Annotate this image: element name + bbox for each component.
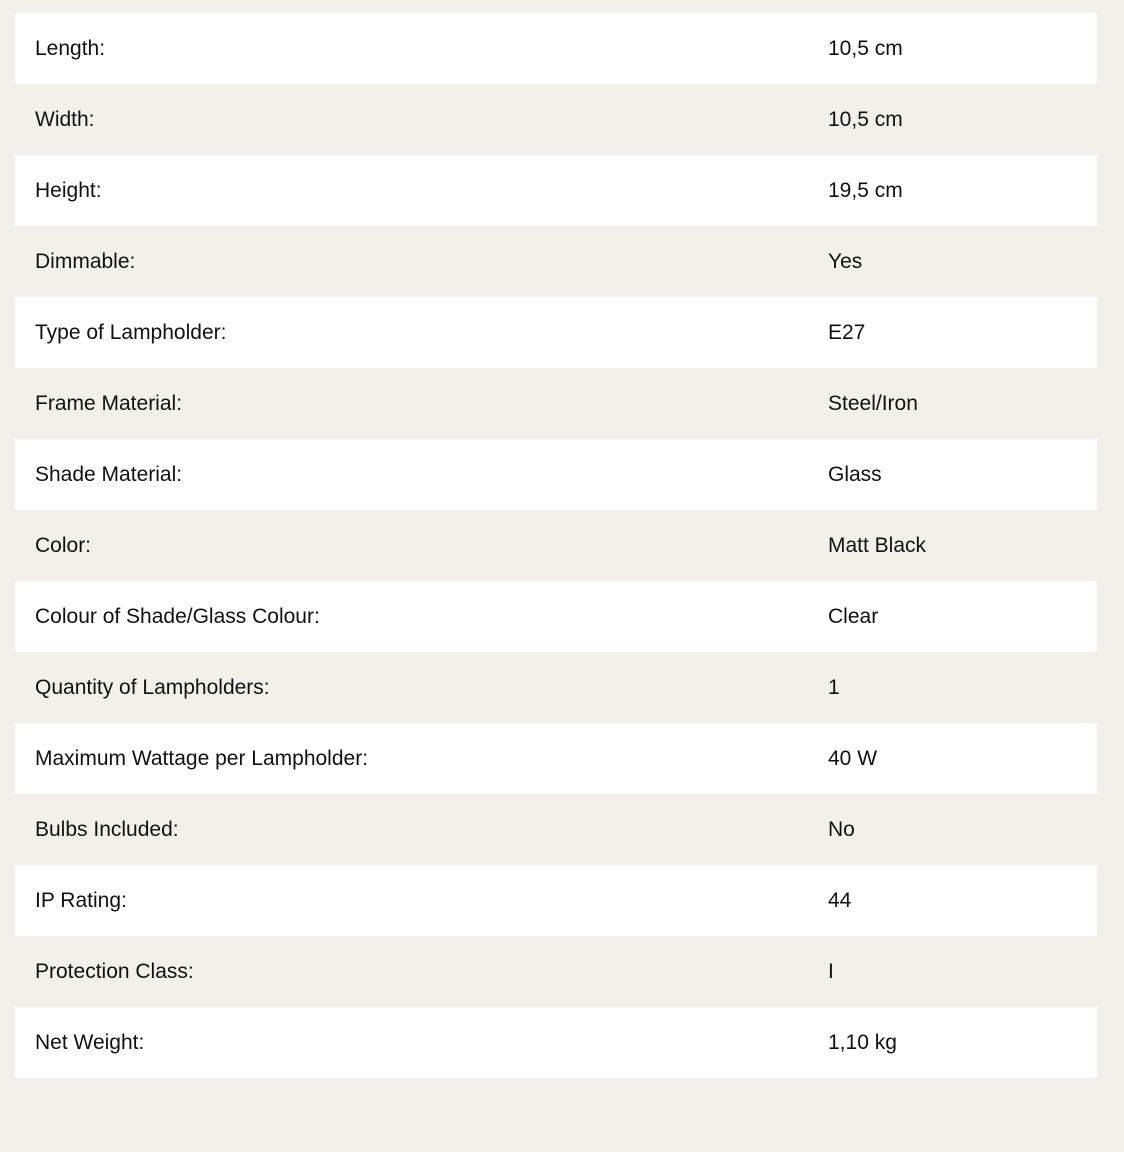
spec-label: Frame Material:: [35, 392, 183, 415]
spec-value: 10,5 cm: [828, 108, 903, 131]
spec-label: Dimmable:: [35, 250, 136, 273]
spec-label: Bulbs Included:: [35, 818, 179, 841]
spec-value: 1: [828, 676, 840, 699]
spec-value: No: [828, 818, 855, 841]
spec-row-ip-rating: [15, 865, 1097, 936]
spec-row-length: [15, 13, 1097, 84]
spec-value: Steel/Iron: [828, 392, 918, 415]
spec-label: Quantity of Lampholders:: [35, 676, 270, 699]
spec-value: Matt Black: [828, 534, 927, 557]
spec-label: IP Rating:: [35, 889, 127, 912]
spec-row-net-weight: [15, 1007, 1097, 1078]
spec-value: 1,10 kg: [828, 1031, 897, 1054]
spec-label: Shade Material:: [35, 463, 183, 486]
spec-value: I: [828, 960, 834, 983]
spec-value: 10,5 cm: [828, 37, 903, 60]
spec-row-width: [15, 84, 1097, 155]
spec-value: E27: [828, 321, 866, 344]
spec-row-color: [15, 510, 1097, 581]
spec-label: Type of Lampholder:: [35, 321, 227, 344]
spec-value: Clear: [828, 605, 879, 628]
spec-row-shade-material: [15, 439, 1097, 510]
spec-label: Color:: [35, 534, 92, 557]
spec-row-dimmable: [15, 226, 1097, 297]
spec-label: Length:: [35, 37, 106, 60]
spec-value: 44: [828, 889, 852, 912]
spec-label: Width:: [35, 108, 95, 131]
spec-label: Height:: [35, 179, 102, 202]
spec-value: 19,5 cm: [828, 179, 903, 202]
spec-row-frame-material: [15, 368, 1097, 439]
spec-row-height: [15, 155, 1097, 226]
spec-row-shade-colour: [15, 581, 1097, 652]
spec-row-lampholder-type: [15, 297, 1097, 368]
spec-label: Net Weight:: [35, 1031, 145, 1054]
spec-row-bulbs-included: [15, 794, 1097, 865]
spec-value: 40 W: [828, 747, 878, 770]
spec-row-max-wattage: [15, 723, 1097, 794]
spec-label: Protection Class:: [35, 960, 194, 983]
spec-label: Colour of Shade/Glass Colour:: [35, 605, 320, 628]
spec-label: Maximum Wattage per Lampholder:: [35, 747, 369, 770]
spec-value: Glass: [828, 463, 882, 486]
spec-value: Yes: [828, 250, 863, 273]
specifications-table: [15, 13, 1097, 1078]
spec-row-lampholder-quantity: [15, 652, 1097, 723]
spec-row-protection-class: [15, 936, 1097, 1007]
